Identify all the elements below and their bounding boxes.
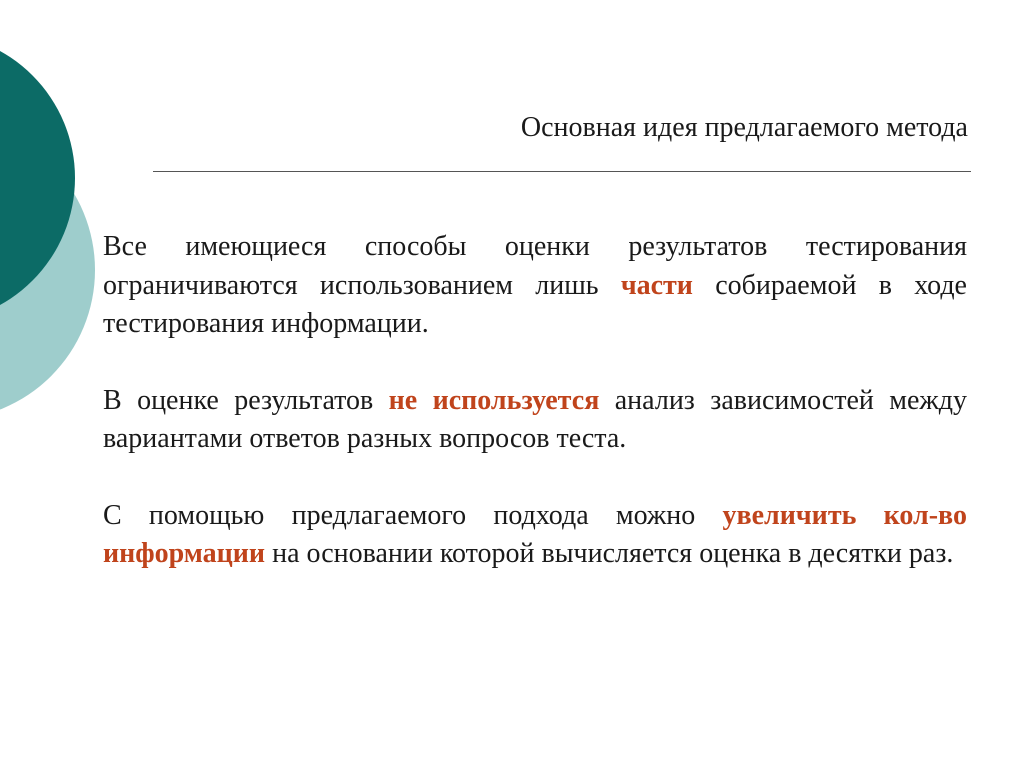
paragraph-3 bbox=[103, 497, 967, 574]
paragraph-3-text-end: на основании которой вычисляется оценка в десятки раз. bbox=[265, 538, 954, 569]
paragraph-2-highlight: не используется bbox=[388, 384, 600, 416]
slide-body bbox=[103, 228, 967, 612]
title-divider bbox=[153, 171, 971, 172]
paragraph-2 bbox=[103, 382, 967, 459]
paragraph-1 bbox=[103, 228, 967, 344]
paragraph-1-highlight: части bbox=[620, 269, 693, 301]
paragraph-3-text-start: С помощью предлагаемого подхода можно bbox=[103, 499, 723, 531]
paragraph-3-highlight: увеличить кол-во информации bbox=[103, 499, 967, 569]
paragraph-1-text-start: Все имеющиеся способы оценки результатов тестирования ограничиваются использованием лишь bbox=[103, 231, 967, 301]
paragraph-2-text-start: В оценке результатов bbox=[103, 384, 389, 416]
light-teal-circle bbox=[0, 120, 95, 420]
slide-title: Основная идея предлагаемого метода bbox=[520, 112, 968, 143]
paragraph-2-text-end: анализ зависимостей между вариантами ответов разных вопросов теста. bbox=[103, 384, 967, 454]
dark-teal-circle bbox=[0, 33, 75, 323]
paragraph-1-text-end: собираемой в ходе тестирования информации. bbox=[103, 269, 967, 339]
